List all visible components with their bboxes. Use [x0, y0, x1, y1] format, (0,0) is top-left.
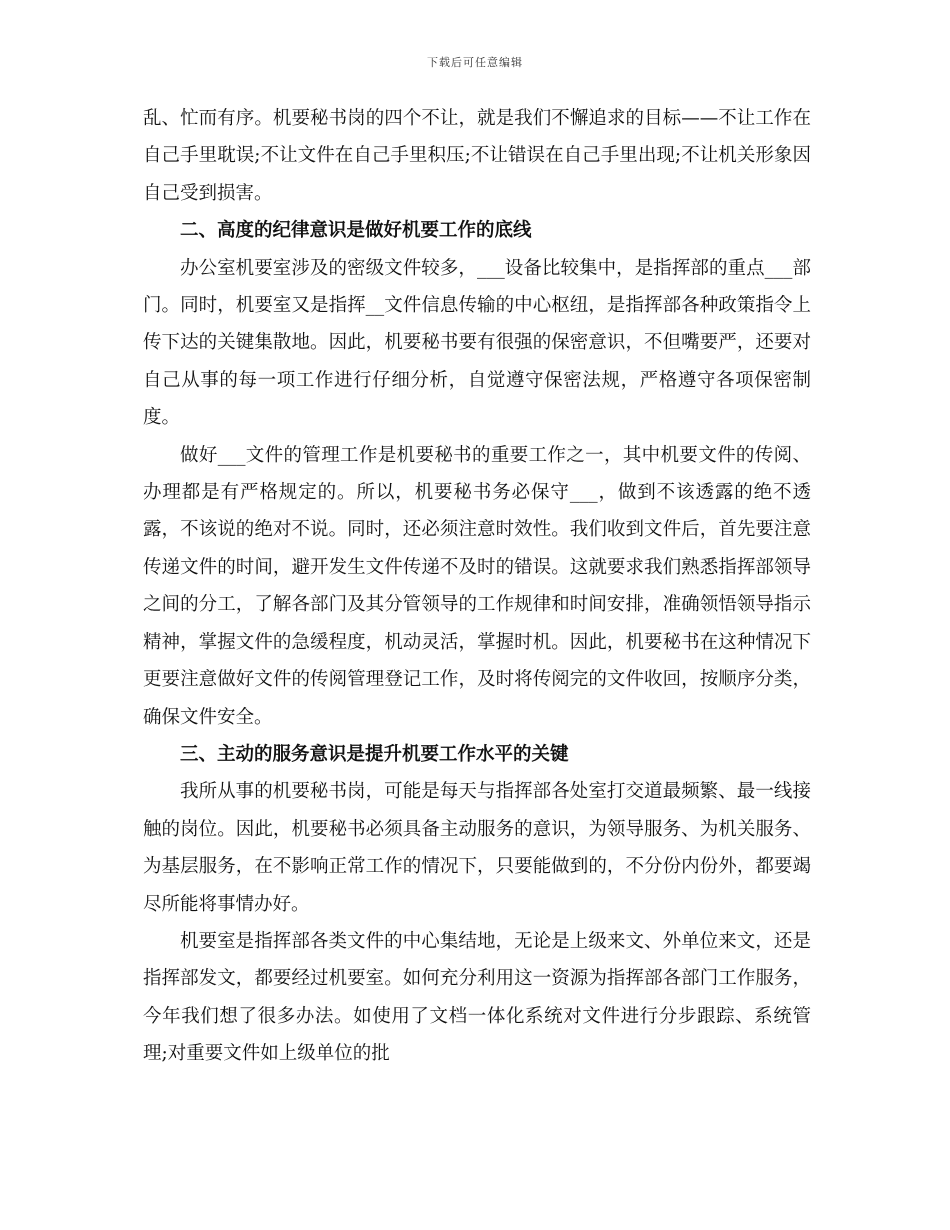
- page-header: 下载后可任意编辑: [427, 56, 523, 69]
- document-body: [143, 100, 811, 1073]
- paragraph: 乱、忙而有序。机要秘书岗的四个不让，就是我们不懈追求的目标——不让工作在自己手里耽误;不让文件在自己手里积压;不让错误在自己手里出现;不让机关形象因自己受到损害。: [143, 108, 811, 204]
- paragraph: 做好___文件的管理工作是机要秘书的重要工作之一，其中机要文件的传阅、办理都是有严格规定的。所以，机要秘书务必保守___，做到不该透露的绝不透露，不该说的绝对不说。同时，还必须注意时效性。我们收到文件后，首先要注意传递文件的时间，避开发生文件传递不及时的错误。这就要求我们熟悉指挥部领导之间的分工，了解各部门及其分管领导的工作规律和时间安排，准确领悟领导指示精神，掌握文件的急缓程度，机动灵活，掌握时机。因此，机要秘书在这种情况下更要注意做好文件的传阅管理登记工作，及时将传阅完的文件收回，按顺序分类，确保文件安全。: [143, 444, 811, 728]
- paragraph: 我所从事的机要秘书岗，可能是每天与指挥部各处室打交道最频繁、最一线接触的岗位。因此，机要秘书必须具备主动服务的意识，为领导服务、为机关服务、为基层服务，在不影响正常工作的情况下，只要能做到的，不分份内份外，都要竭尽所能将事情办好。: [143, 781, 811, 915]
- paragraph: 机要室是指挥部各类文件的中心集结地，无论是上级来文、外单位来文，还是指挥部发文，都要经过机要室。如何充分利用这一资源为指挥部各部门工作服务，今年我们想了很多办法。如使用了文档一体化系统对文件进行分步跟踪、系统管理;对重要文件如上级单位的批: [143, 930, 811, 1065]
- paragraph: 办公室机要室涉及的密级文件较多，___设备比较集中，是指挥部的重点___部门。同时，机要室又是指挥__文件信息传输的中心枢纽，是指挥部各种政策指令上传下达的关键集散地。因此，机要秘书要有很强的保密意识，不但嘴要严，还要对自己从事的每一项工作进行仔细分析，自觉遵守保密法规，严格遵守各项保密制度。: [143, 257, 811, 429]
- section-heading: 二、高度的纪律意识是做好机要工作的底线: [180, 220, 532, 242]
- section-heading: 三、主动的服务意识是提升机要工作水平的关键: [180, 743, 569, 765]
